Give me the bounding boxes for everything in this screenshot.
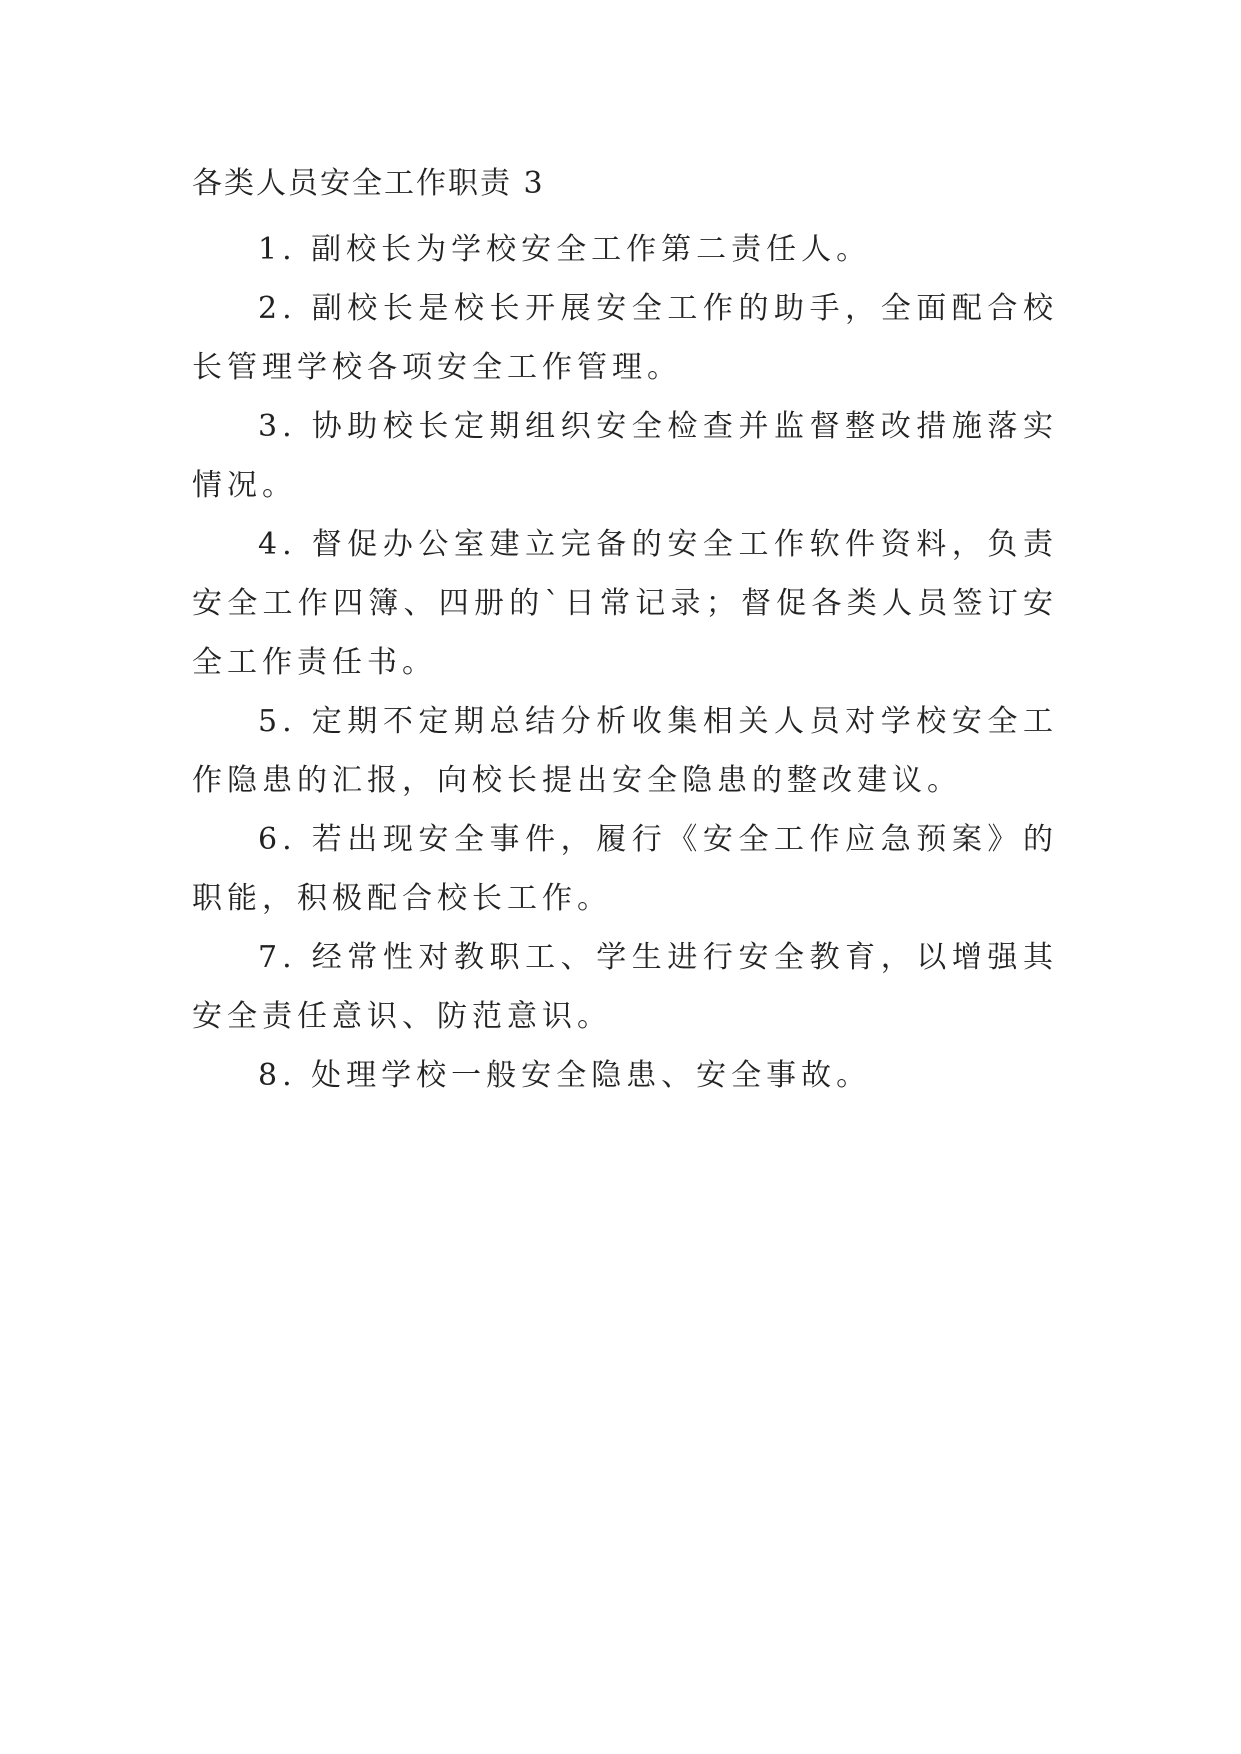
document-title: 各类人员安全工作职责 3 — [192, 166, 545, 201]
paragraph-5: 5. 定期不定期总结分析收集相关人员对学校安全工作隐患的汇报，向校长提出安全隐患的整改建议。 — [192, 704, 1058, 798]
paragraph-8: 8. 处理学校一般安全隐患、安全事故。 — [258, 1058, 872, 1093]
paragraph-4: 4. 督促办公室建立完备的安全工作软件资料，负责安全工作四簿、四册的`日常记录；督促各类人员签订安全工作责任书。 — [192, 527, 1058, 680]
paragraph-2: 2. 副校长是校长开展安全工作的助手，全面配合校长管理学校各项安全工作管理。 — [192, 291, 1058, 385]
paragraph-6: 6. 若出现安全事件，履行《安全工作应急预案》的职能，积极配合校长工作。 — [192, 822, 1058, 916]
paragraph-3: 3. 协助校长定期组织安全检查并监督整改措施落实情况。 — [192, 409, 1058, 503]
paragraph-1: 1. 副校长为学校安全工作第二责任人。 — [258, 232, 872, 267]
paragraph-7: 7. 经常性对教职工、学生进行安全教育，以增强其安全责任意识、防范意识。 — [192, 940, 1058, 1034]
document-page — [192, 162, 1058, 1105]
